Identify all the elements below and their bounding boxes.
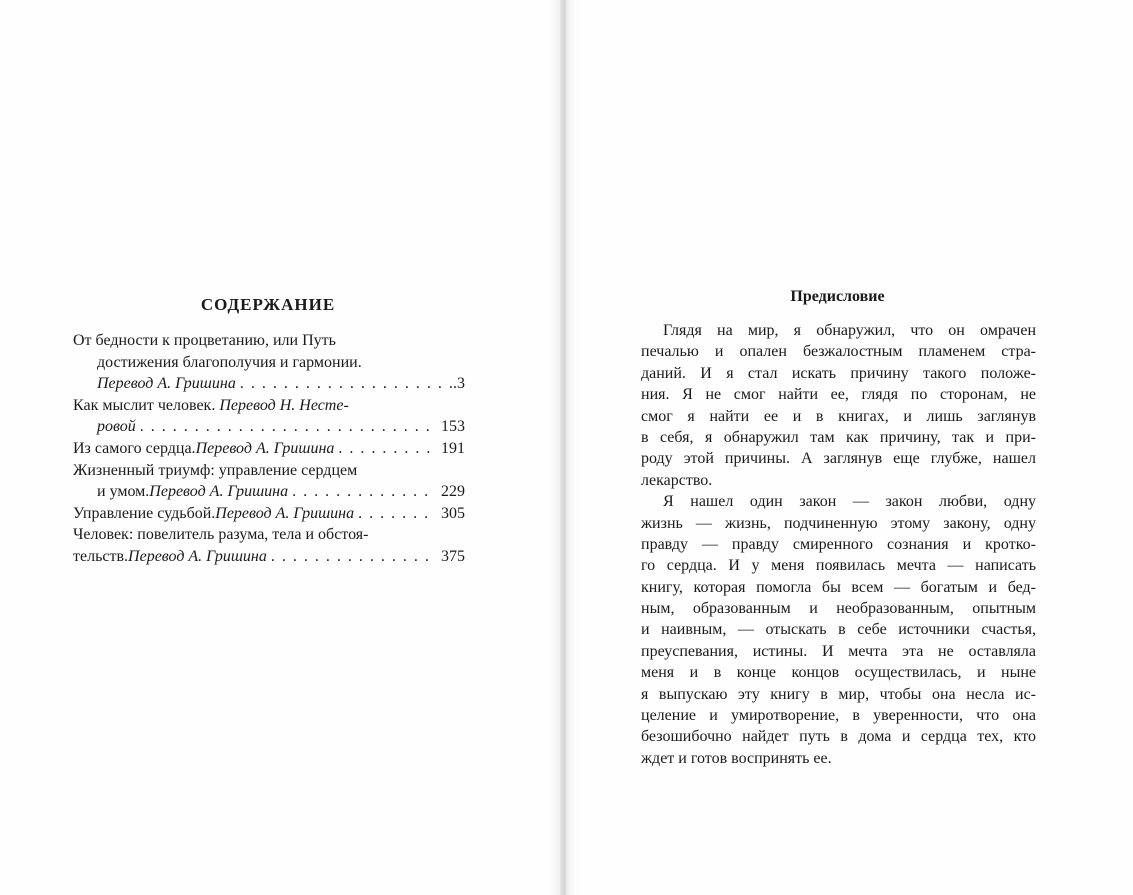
text-line: жизнь — жизнь, подчиненную этому закону, одну	[641, 514, 1036, 532]
text-line: Я нашел один закон — закон любви, одну	[663, 493, 1036, 511]
contents-title: СОДЕРЖАНИЕ	[200, 295, 336, 314]
toc-entry-page: 191	[441, 439, 465, 457]
toc-entry-translator: ровой	[97, 418, 136, 436]
text-line: ния. Я не смог найти ее, глядя по сторонам, не	[641, 386, 1036, 404]
text-line: лекарство.	[641, 471, 713, 489]
text-line: даний. И я стал искать причину такого положе-	[641, 364, 1036, 382]
preface-paragraph	[641, 491, 1036, 769]
text-line: ным, образованным и необразованным, опытным	[641, 600, 1036, 618]
toc-entry	[73, 524, 465, 567]
leader-dots	[354, 503, 435, 525]
book-gutter	[548, 0, 578, 895]
toc-entry-title: и умом.	[97, 483, 150, 501]
text-line: целение и умиротворение, в уверенности, что она	[641, 707, 1036, 725]
text-line: книгу, которая помогла бы всем — богатым и бед-	[641, 578, 1036, 596]
toc-entry-page: 305	[441, 504, 465, 522]
text-line: и наивным, — отыскать в себе источники счастья,	[641, 621, 1036, 639]
toc-entry-title: тельств.	[73, 547, 129, 565]
leader-dots	[136, 416, 435, 438]
preface-paragraph	[641, 320, 1036, 491]
leader-dots	[236, 373, 453, 395]
text-line: ждет и готов воспринять ее.	[641, 749, 832, 767]
toc-entry-title: Как мыслит человек.	[73, 396, 220, 414]
toc-entry-title: Жизненный триумф: управление сердцем	[73, 461, 358, 479]
text-line: безошибочно найдет путь в дома и сердца тех, кто	[641, 728, 1036, 746]
toc-entry	[73, 460, 465, 503]
leader-dots	[267, 546, 435, 568]
leader-dots	[288, 481, 435, 503]
text-line: в себя, я обнаружил там как причину, так и при-	[641, 428, 1036, 446]
toc-entry-title: От бедности к процветанию, или Путь	[73, 332, 336, 349]
text-line: правду — правду смиренного сознания и кротко-	[641, 535, 1036, 553]
toc-entry-page: 229	[441, 483, 465, 501]
text-line: меня и в конце концов осуществилась, и ныне	[641, 664, 1036, 682]
toc-entry-translator: Перевод А. Гришина	[195, 439, 335, 457]
toc-entry-translator: Перевод А. Гришина	[97, 375, 236, 393]
text-line: го сердца. И у меня появилась мечта — написать	[641, 557, 1036, 575]
toc-entry	[73, 503, 465, 525]
toc-entry-translator: Перевод Н. Несте-	[219, 396, 349, 414]
text-line: преуспевания, истины. И мечта эта не оставляла	[641, 642, 1036, 660]
toc-entry-title: Из самого сердца.	[73, 439, 196, 457]
toc-entry-translator: Перевод А. Гришина	[149, 483, 289, 501]
toc-entry-page: 375	[441, 547, 465, 565]
toc-entry-translator: Перевод А. Гришина	[215, 504, 355, 522]
toc-entry-page: .3	[453, 375, 465, 393]
preface-title: Предисловие	[790, 288, 885, 305]
preface-body	[641, 320, 1036, 769]
toc-entry-title: Человек: повелитель разума, тела и обстоя-	[73, 526, 369, 544]
toc-entry	[73, 438, 465, 460]
toc-entry	[73, 330, 465, 395]
text-line: я выпускаю эту книгу в мир, чтобы она несла ис-	[641, 685, 1036, 703]
toc-entry-title: достижения благополучия и гармонии.	[97, 353, 362, 371]
leader-dots	[334, 438, 435, 460]
toc-entry-title: Управление судьбой.	[73, 504, 216, 522]
toc-entry-translator: Перевод А. Гришина	[128, 547, 267, 565]
text-line: Глядя на мир, я обнаружил, что он омрачен	[663, 322, 1036, 339]
text-line: роду этой причины. А заглянув еще глубже, нашел	[641, 450, 1036, 468]
text-line: печалью и опален безжалостным пламенем стра-	[641, 343, 1036, 361]
table-of-contents	[73, 330, 465, 568]
toc-entry-page: 153	[441, 418, 465, 436]
text-line: смог я найти ее и в книгах, и лишь заглянув	[641, 407, 1036, 425]
toc-entry	[73, 395, 465, 438]
